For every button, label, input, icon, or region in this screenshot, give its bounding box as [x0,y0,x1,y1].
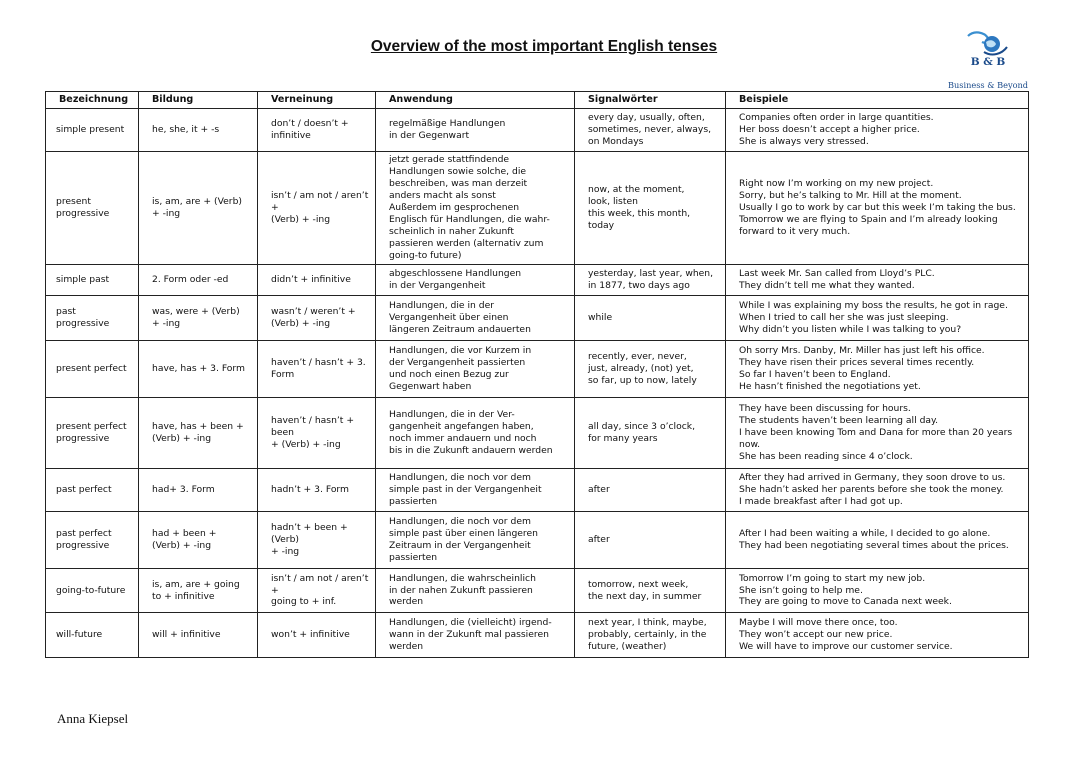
tense-formation: was, were + (Verb) + -ing [139,296,258,341]
tense-usage: Handlungen, die in der Vergangenheit über einen längeren Zeitraum andauerten [376,296,575,341]
tense-formation: he, she, it + -s [139,109,258,152]
tense-formation: is, am, are + going to + infinitive [139,569,258,613]
tense-name: going-to-future [46,569,139,613]
tense-negation: hadn’t + 3. Form [258,469,376,512]
tense-usage: Handlungen, die (vielleicht) irgend- wann in der Zukunft mal passieren werden [376,613,575,658]
table-row [46,265,1029,296]
table-row [46,569,1029,613]
logo-tagline: Business & Beyond [947,80,1029,90]
tense-name: present perfect [46,341,139,398]
tense-negation: haven’t / hasn’t + been + (Verb) + -ing [258,398,376,469]
author-name: Anna Kiepsel [57,711,129,726]
tense-usage: Handlungen, die wahrscheinlich in der nahen Zukunft passieren werden [376,569,575,613]
page-title: Overview of the most important English tenses [370,38,718,55]
table-row [46,109,1029,152]
tense-examples: After they had arrived in Germany, they soon drove to us. She hadn’t asked her parents before she took the money. I made breakfast after I had got up. [726,469,1029,512]
table-row [46,296,1029,341]
tense-signal-words: tomorrow, next week, the next day, in summer [575,569,726,613]
tense-formation: is, am, are + (Verb) + -ing [139,152,258,265]
tense-name: past perfect [46,469,139,512]
tense-signal-words: after [575,512,726,569]
tense-negation: haven’t / hasn’t + 3. Form [258,341,376,398]
table-row [46,398,1029,469]
tense-formation: have, has + been + (Verb) + -ing [139,398,258,469]
tense-negation: won’t + infinitive [258,613,376,658]
tense-examples: While I was explaining my boss the results, he got in rage. When I tried to call her she was just sleeping. Why didn’t you listen while I was talking to you? [726,296,1029,341]
tense-usage: abgeschlossene Handlungen in der Vergangenheit [376,265,575,296]
tense-examples: Oh sorry Mrs. Danby, Mr. Miller has just left his office. They have risen their prices several times recently. So far I haven’t been to England. He hasn’t finished the negotiations yet. [726,341,1029,398]
table-row [46,341,1029,398]
tense-name: will-future [46,613,139,658]
tense-name: simple past [46,265,139,296]
tense-name: past progressive [46,296,139,341]
logo-brand: B & B [970,56,1006,68]
tense-signal-words: all day, since 3 o’clock, for many years [575,398,726,469]
table-row [46,613,1029,658]
tense-usage: Handlungen, die noch vor dem simple past in der Vergangenheit passierten [376,469,575,512]
tense-signal-words: recently, ever, never, just, already, (not) yet, so far, up to now, lately [575,341,726,398]
tense-signal-words: next year, I think, maybe, probably, certainly, in the future, (weather) [575,613,726,658]
tense-formation: had + been + (Verb) + -ing [139,512,258,569]
tense-formation: have, has + 3. Form [139,341,258,398]
tense-usage: Handlungen, die in der Ver- gangenheit angefangen haben, noch immer andauern und noch bis in die Zukunft andauern werden [376,398,575,469]
company-logo [946,30,1030,92]
tense-signal-words: after [575,469,726,512]
tense-examples: Maybe I will move there once, too. They won’t accept our new price. We will have to improve our customer service. [726,613,1029,658]
tense-examples: Right now I’m working on my new project. Sorry, but he’s talking to Mr. Hill at the moment. Usually I go to work by car but this week I’m taking the bus. Tomorrow we are flying to Spain and I’m already looking forward to it very much. [726,152,1029,265]
tense-name: past perfect progressive [46,512,139,569]
table-header-row [46,92,1029,109]
header-bildung: Bildung [139,92,258,109]
tense-negation: hadn’t + been + (Verb) + -ing [258,512,376,569]
tense-examples: After I had been waiting a while, I decided to go alone. They had been negotiating several times about the prices. [726,512,1029,569]
tense-formation: will + infinitive [139,613,258,658]
tense-examples: Last week Mr. San called from Lloyd’s PLC. They didn’t tell me what they wanted. [726,265,1029,296]
tense-signal-words: while [575,296,726,341]
tense-name: simple present [46,109,139,152]
tense-formation: had+ 3. Form [139,469,258,512]
globe-swirl-icon [966,30,1010,58]
tense-negation: don’t / doesn’t + infinitive [258,109,376,152]
header-beispiele: Beispiele [726,92,1029,109]
tense-usage: regelmäßige Handlungen in der Gegenwart [376,109,575,152]
tense-name: present perfect progressive [46,398,139,469]
tense-signal-words: now, at the moment, look, listen this week, this month, today [575,152,726,265]
tense-negation: didn’t + infinitive [258,265,376,296]
table-row [46,152,1029,265]
tense-negation: wasn’t / weren’t + (Verb) + -ing [258,296,376,341]
tense-signal-words: every day, usually, often, sometimes, never, always, on Mondays [575,109,726,152]
tense-name: present progressive [46,152,139,265]
tense-usage: Handlungen, die noch vor dem simple past über einen längeren Zeitraum in der Vergangenheit passierten [376,512,575,569]
tense-negation: isn’t / am not / aren’t + (Verb) + -ing [258,152,376,265]
table-row [46,469,1029,512]
header-verneinung: Verneinung [258,92,376,109]
tense-formation: 2. Form oder -ed [139,265,258,296]
table-row [46,512,1029,569]
tense-examples: Companies often order in large quantities. Her boss doesn’t accept a higher price. She is always very stressed. [726,109,1029,152]
tense-usage: jetzt gerade stattfindende Handlungen sowie solche, die beschreiben, was man derzeit anders macht als sonst Außerdem im gesprochenen Englisch für Handlungen, die wahr- scheinlich in naher Zukunft passieren werden (alternativ zum going-to future) [376,152,575,265]
tense-negation: isn’t / am not / aren’t + going to + inf. [258,569,376,613]
tense-signal-words: yesterday, last year, when, in 1877, two days ago [575,265,726,296]
tenses-table [45,91,1029,658]
tense-examples: Tomorrow I’m going to start my new job. She isn’t going to help me. They are going to move to Canada next week. [726,569,1029,613]
header-signalwoerter: Signalwörter [575,92,726,109]
header-anwendung: Anwendung [376,92,575,109]
tense-examples: They have been discussing for hours. The students haven’t been learning all day. I have been knowing Tom and Dana for more than 20 years now. She has been reading since 4 o’clock. [726,398,1029,469]
header-bezeichnung: Bezeichnung [46,92,139,109]
tense-usage: Handlungen, die vor Kurzem in der Vergangenheit passierten und noch einen Bezug zur Gegenwart haben [376,341,575,398]
